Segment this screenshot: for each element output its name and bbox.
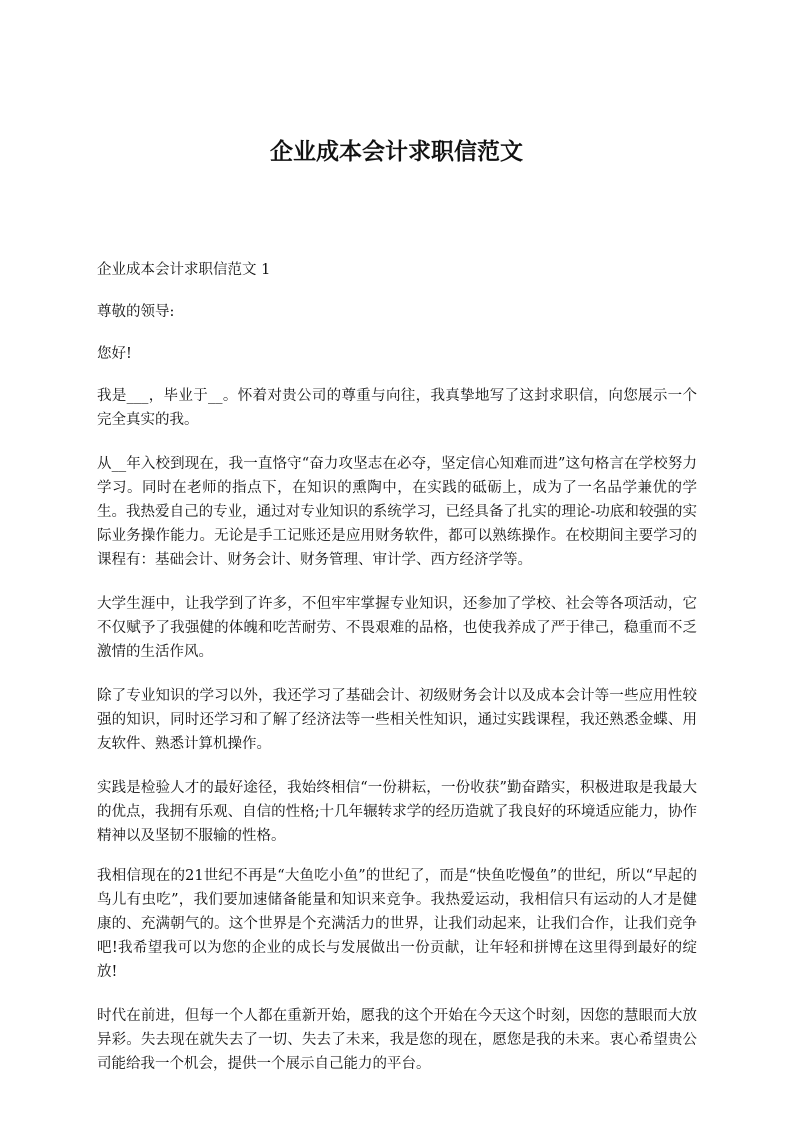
paragraph-study: 从__年入校到现在，我一直恪守“奋力攻坚志在必夺，坚定信心知难而进”这句格言在学校努力学习。同时在老师的指点下，在知识的熏陶中，在实践的砥砺上，成为了一名品学兼优的学生。我热爱自己的专业，通过对专业知识的系统学习，已经具备了扎实的理论-功底和较强的实际业务操作能力。无论是手工记账还是应用财务软件，都可以熟练操作。在校期间主要学习的课程有：基础会计、财务会计、财务管理、审计学、西方经济学等。 (97, 456, 697, 568)
paragraph-closing: 时代在前进，但每一个人都在重新开始，愿我的这个开始在今天这个时刻，因您的慧眼而大放异彩。失去现在就失去了一切、失去了未来，我是您的现在，愿您是我的未来。衷心希望贵公司能给我一个机会，提供一个展示自己能力的平台。 (97, 1008, 697, 1072)
paragraph-intro: 我是___，毕业于__。怀着对贵公司的尊重与向往，我真挚地写了这封求职信，向您展示一个完全真实的我。 (97, 388, 697, 428)
paragraph-competition: 我相信现在的21世纪不再是“大鱼吃小鱼”的世纪了，而是“快鱼吃慢鱼”的世纪，所以“早起的鸟儿有虫吃”，我们要加速储备能量和知识来竞争。我热爱运动，我相信只有运动的人才是健康的、充满朝气的。这个世界是个充满活力的世界，让我们动起来，让我们合作，让我们竞争吧!我希望我可以为您的企业的成长与发展做出一份贡献，让年轻和拼博在这里得到最好的绽放! (97, 868, 697, 980)
paragraph-college-life: 大学生涯中，让我学到了许多，不但牢牢掌握专业知识，还参加了学校、社会等各项活动，它不仅赋予了我强健的体魄和吃苦耐劳、不畏艰难的品格，也使我养成了严于律己，稳重而不乏激情的生活作风。 (97, 596, 697, 660)
paragraph-practice: 实践是检验人才的最好途径，我始终相信“一份耕耘，一份收获”勤奋踏实，积极进取是我最大的优点，我拥有乐观、自信的性格;十几年辗转求学的经历造就了我良好的环境适应能力，协作精神以及坚韧不服输的性格。 (97, 780, 697, 844)
document-body (97, 258, 697, 1076)
paragraph-skills: 除了专业知识的学习以外，我还学习了基础会计、初级财务会计以及成本会计等一些应用性较强的知识，同时还学习和了解了经济法等一些相关性知识，通过实践课程，我还熟悉金蝶、用友软件、熟悉计算机操作。 (97, 688, 697, 752)
document-title: 企业成本会计求职信范文 (270, 139, 523, 165)
greeting: 您好! (97, 346, 132, 362)
salutation: 尊敬的领导: (97, 304, 175, 320)
section-heading: 企业成本会计求职信范文 1 (97, 262, 271, 278)
